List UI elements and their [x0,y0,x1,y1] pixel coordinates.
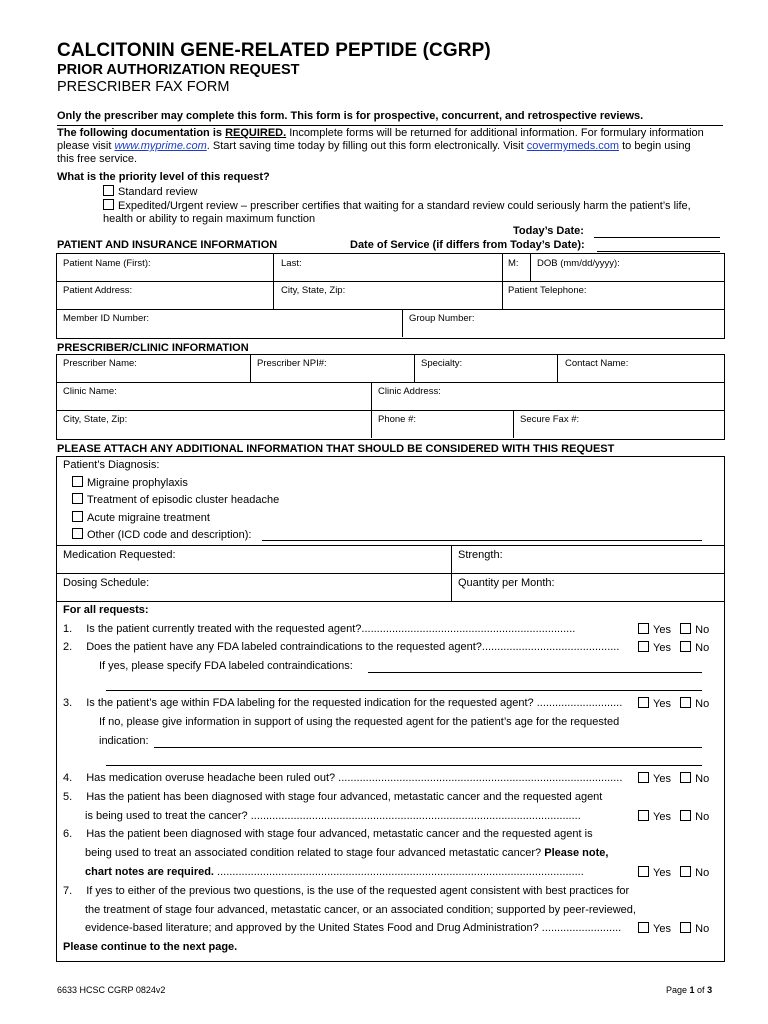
form-type: PRESCRIBER FAX FORM [57,79,230,95]
prescriber-city-field[interactable]: City, State, Zip: [63,414,128,425]
q5-yes-checkbox[interactable] [638,810,649,821]
todays-date-line[interactable] [594,237,720,238]
question-3-indication: indication: [99,735,149,747]
continue-note: Please continue to the next page. [63,941,238,953]
intro-line: Only the prescriber may complete this form. This form is for prospective, concurrent, and retrospective reviews. [57,110,644,122]
patient-dob-field[interactable]: DOB (mm/dd/yyyy): [537,258,620,269]
q5-yes-no[interactable]: Yes No [638,810,709,823]
dx1-checkbox[interactable] [72,476,83,487]
question-6: 6. Has the patient been diagnosed with stage four advanced, metastatic cancer and the requested agent is [63,828,593,840]
patient-phone-field[interactable]: Patient Telephone: [508,285,587,296]
form-subtitle: PRIOR AUTHORIZATION REQUEST [57,62,300,78]
quantity-field[interactable]: Quantity per Month: [458,577,555,589]
question-3-followup: If no, please give information in support of using the requested agent for the patient’s age for the requested [99,716,620,728]
priority-question: What is the priority level of this request? [57,171,270,183]
patient-city-field[interactable]: City, State, Zip: [281,285,346,296]
priority-standard-option[interactable]: Standard review [103,185,198,199]
member-id-field[interactable]: Member ID Number: [63,313,150,324]
q7-yes-checkbox[interactable] [638,922,649,933]
question-7-cont: the treatment of stage four advanced, metastatic cancer, or an associated condition; supported by peer-reviewed, [85,904,636,916]
q7-no-checkbox[interactable] [680,922,691,933]
intro-required: The following documentation is REQUIRED. Incomplete forms will be returned for additional information. For formulary information please visit www.myprime.com. Start saving time today by filling out this form electronically. Visit covermymeds.com to begin using this free service. [57,127,704,165]
page-number: Page 1 of 3 [666,985,713,995]
question-5-cont: is being used to treat the cancer? ............................................................................................................ [85,810,581,822]
standard-review-checkbox[interactable] [103,185,114,196]
prescriber-npi-field[interactable]: Prescriber NPI#: [257,358,327,369]
dx-migraine-prophylaxis[interactable]: Migraine prophylaxis [72,476,188,490]
prescriber-phone-field[interactable]: Phone #: [378,414,417,425]
question-3: 3. Is the patient’s age within FDA labeling for the requested indication for the requested agent? ............................ [63,697,623,709]
service-date-label: Date of Service (if differs from Today’s Date): [350,239,585,251]
form-code: 6633 HCSC CGRP 0824v2 [57,985,166,995]
q3-no-checkbox[interactable] [680,697,691,708]
form-title: CALCITONIN GENE-RELATED PEPTIDE (CGRP) [57,40,491,61]
question-4: 4. Has medication overuse headache been ruled out? ............................................................................................. [63,772,623,784]
q1-no-checkbox[interactable] [680,623,691,634]
q4-yes-checkbox[interactable] [638,772,649,783]
strength-field[interactable]: Strength: [458,549,503,561]
clinic-address-field[interactable]: Clinic Address: [378,386,441,397]
q7-yes-no[interactable]: Yes No [638,922,709,935]
dx4-checkbox[interactable] [72,528,83,539]
patient-first-name-field[interactable]: Patient Name (First): [63,258,151,269]
divider [57,125,723,126]
question-2: 2. Does the patient have any FDA labeled contraindications to the requested agent?............................................. [63,641,620,653]
question-6-cont: being used to treat an associated condition related to stage four advanced metastatic cancer? Please note, [85,847,609,859]
covermymeds-link[interactable]: covermymeds.com [526,140,620,152]
prescriber-name-field[interactable]: Prescriber Name: [63,358,137,369]
question-2-followup: If yes, please specify FDA labeled contraindications: [99,660,353,672]
clinic-name-field[interactable]: Clinic Name: [63,386,117,397]
attach-heading: PLEASE ATTACH ANY ADDITIONAL INFORMATION THAT SHOULD BE CONSIDERED WITH THIS REQUEST [57,443,615,455]
q3-answer-line-2[interactable] [106,765,702,766]
questions-heading: For all requests: [63,604,149,616]
q2-answer-line-2[interactable] [106,690,702,691]
myprime-link[interactable]: www.myprime.com [114,140,207,152]
dx-acute-migraine[interactable]: Acute migraine treatment [72,511,210,525]
q3-yes-no[interactable]: Yes No [638,697,709,710]
dx3-checkbox[interactable] [72,511,83,522]
prescriber-heading: PRESCRIBER/CLINIC INFORMATION [57,342,249,354]
priority-urgent-option[interactable]: Expedited/Urgent review – prescriber certifies that waiting for a standard review could seriously harm the patient’s life, health or ability to regain maximum function [103,200,691,225]
question-5: 5. Has the patient has been diagnosed with stage four advanced, metastatic cancer and the requested agent [63,791,603,803]
group-number-field[interactable]: Group Number: [409,313,475,324]
dx2-checkbox[interactable] [72,493,83,504]
patient-heading: PATIENT AND INSURANCE INFORMATION [57,239,278,251]
dx-cluster-headache[interactable]: Treatment of episodic cluster headache [72,493,279,507]
urgent-review-checkbox[interactable] [103,199,114,210]
q6-yes-checkbox[interactable] [638,866,649,877]
q2-yes-no[interactable]: Yes No [638,641,709,654]
diagnosis-label: Patient’s Diagnosis: [63,459,160,471]
medication-requested-field[interactable]: Medication Requested: [63,549,176,561]
todays-date-label: Today’s Date: [513,225,584,237]
patient-last-name-field[interactable]: Last: [281,258,302,269]
q6-yes-no[interactable]: Yes No [638,866,709,879]
q1-yes-checkbox[interactable] [638,623,649,634]
q5-no-checkbox[interactable] [680,810,691,821]
service-date-line[interactable] [597,251,720,252]
patient-mi-field[interactable]: M: [508,258,519,269]
dx-other[interactable]: Other (ICD code and description): [72,528,251,542]
question-1: 1. Is the patient currently treated with the requested agent?...................................................................... [63,623,576,635]
q1-yes-no[interactable]: Yes No [638,623,709,636]
contact-name-field[interactable]: Contact Name: [565,358,629,369]
q3-answer-line[interactable] [154,747,702,748]
q3-yes-checkbox[interactable] [638,697,649,708]
specialty-field[interactable]: Specialty: [421,358,463,369]
patient-info-table [56,253,725,339]
question-7-cont2: evidence-based literature; and approved by the United States Food and Drug Administration? .......................... [85,922,622,934]
q4-no-checkbox[interactable] [680,772,691,783]
q2-yes-checkbox[interactable] [638,641,649,652]
secure-fax-field[interactable]: Secure Fax #: [520,414,580,425]
question-7: 7. If yes to either of the previous two questions, is the use of the requested agent consistent with best practices for [63,885,630,897]
q2-answer-line[interactable] [368,672,702,673]
q4-yes-no[interactable]: Yes No [638,772,709,785]
dosing-schedule-field[interactable]: Dosing Schedule: [63,577,150,589]
dx-other-line[interactable] [262,540,702,541]
question-6-note: chart notes are required. ........................................................................................................................ [85,866,584,878]
q2-no-checkbox[interactable] [680,641,691,652]
q6-no-checkbox[interactable] [680,866,691,877]
patient-address-field[interactable]: Patient Address: [63,285,133,296]
